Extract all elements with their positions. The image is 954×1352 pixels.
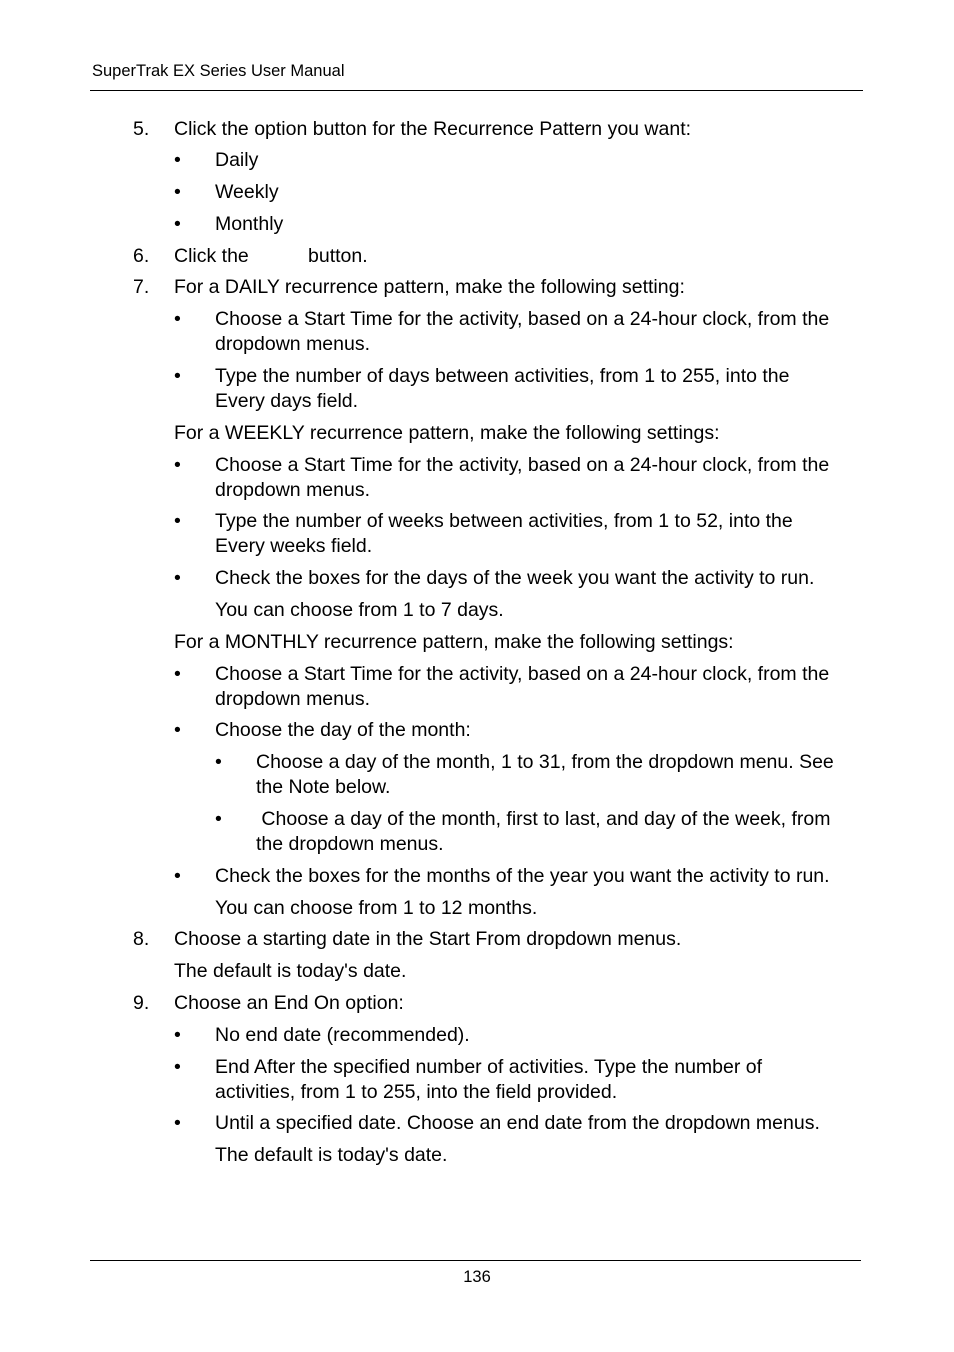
step-text: button. [308, 245, 368, 267]
bullet: • [174, 213, 181, 235]
list-item: Choose the day of the month: [215, 719, 471, 741]
step-text: Choose an End On option: [174, 992, 404, 1014]
bullet: • [174, 181, 181, 203]
list-item: Type the number of weeks between activities, from 1 to 52, into the [215, 510, 793, 532]
list-item: Check the boxes for the days of the week you want the activity to run. [215, 567, 815, 589]
note: The default is today's date. [174, 960, 407, 982]
list-item: activities, from 1 to 255, into the field provided. [215, 1081, 618, 1103]
bullet: • [174, 510, 181, 532]
list-item: Until a specified date. Choose an end date from the dropdown menus. [215, 1112, 820, 1134]
bullet: • [174, 365, 181, 387]
sub-bullet: • [215, 808, 222, 830]
list-item: dropdown menus. [215, 688, 371, 710]
note: You can choose from 1 to 12 months. [215, 897, 538, 919]
bullet: • [174, 663, 181, 685]
paragraph: For a WEEKLY recurrence pattern, make the following settings: [174, 422, 720, 444]
header-divider [90, 90, 863, 91]
list-item: Daily [215, 149, 259, 171]
footer-divider [90, 1260, 861, 1261]
list-item: End After the specified number of activities. Type the number of [215, 1056, 763, 1078]
bullet: • [174, 567, 181, 589]
list-item: Weekly [215, 181, 279, 203]
step-number: 7. [133, 276, 150, 298]
bullet: • [174, 719, 181, 741]
paragraph: For a MONTHLY recurrence pattern, make the following settings: [174, 631, 734, 653]
list-item: Check the boxes for the months of the year you want the activity to run. [215, 865, 830, 887]
note: The default is today's date. [215, 1144, 448, 1166]
step-text: Choose a starting date in the Start From dropdown menus. [174, 928, 682, 950]
page-number: 136 [463, 1268, 491, 1286]
step-text: Click the [174, 245, 249, 267]
sub-bullet: • [215, 751, 222, 773]
bullet: • [174, 454, 181, 476]
sub-list-item: the dropdown menus. [256, 833, 444, 855]
list-item: Monthly [215, 213, 284, 235]
step-number: 9. [133, 992, 150, 1014]
list-item: Every weeks field. [215, 535, 373, 557]
bullet: • [174, 865, 181, 887]
list-item: dropdown menus. [215, 479, 371, 501]
sub-list-item: the Note below. [256, 776, 391, 798]
step-text: For a DAILY recurrence pattern, make the following setting: [174, 276, 685, 298]
bullet: • [174, 1024, 181, 1046]
list-item: No end date (recommended). [215, 1024, 470, 1046]
bullet: • [174, 1056, 181, 1078]
bullet: • [174, 308, 181, 330]
list-item: Choose a Start Time for the activity, based on a 24-hour clock, from the [215, 308, 830, 330]
list-item: Every days field. [215, 390, 359, 412]
list-item: Choose a Start Time for the activity, based on a 24-hour clock, from the [215, 454, 830, 476]
step-number: 8. [133, 928, 150, 950]
step-number: 5. [133, 118, 150, 140]
step-number: 6. [133, 245, 150, 267]
sub-list-item: Choose a day of the month, first to last, and day of the week, from [256, 808, 831, 830]
list-item: Type the number of days between activities, from 1 to 255, into the [215, 365, 790, 387]
bullet: • [174, 1112, 181, 1134]
step-text: Click the option button for the Recurrence Pattern you want: [174, 118, 692, 140]
note: You can choose from 1 to 7 days. [215, 599, 504, 621]
list-item: dropdown menus. [215, 333, 371, 355]
list-item: Choose a Start Time for the activity, based on a 24-hour clock, from the [215, 663, 830, 685]
bullet: • [174, 149, 181, 171]
sub-list-item: Choose a day of the month, 1 to 31, from the dropdown menu. See [256, 751, 834, 773]
manual-title: SuperTrak EX Series User Manual [92, 62, 345, 80]
